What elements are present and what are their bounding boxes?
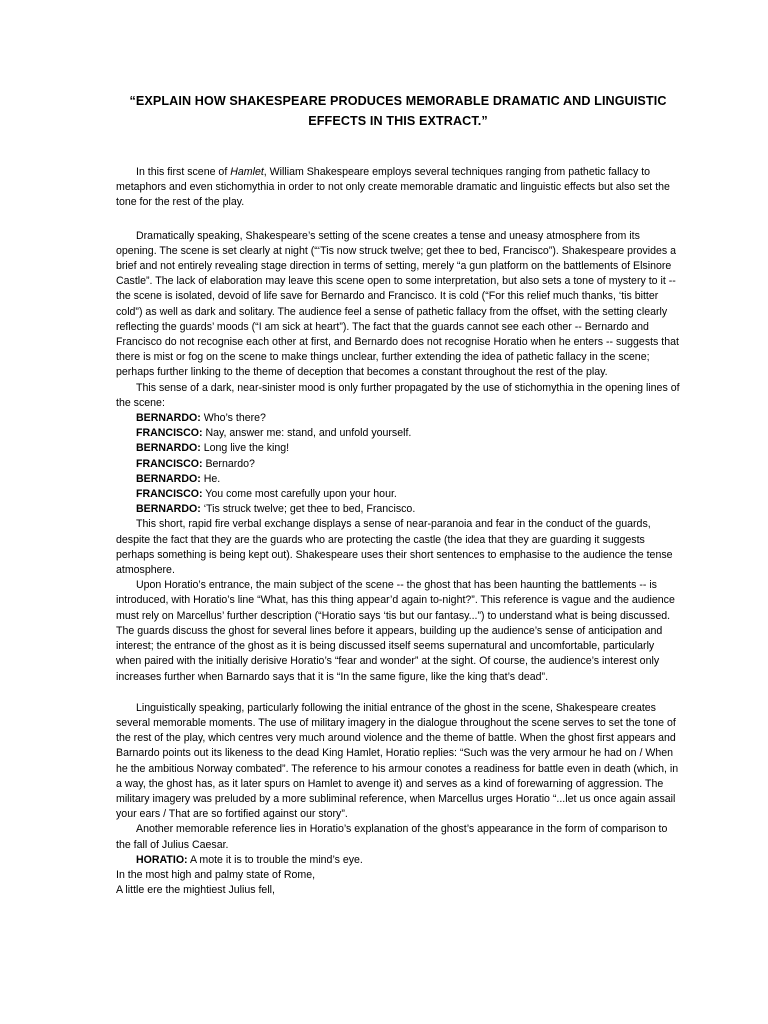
caesar-paragraph: Another memorable reference lies in Horatio’s explanation of the ghost’s appearance in the form of comparison to the fall of Julius Caesar. — [116, 823, 668, 851]
dialogue-line: BERNARDO: He. — [136, 472, 221, 485]
dialogue-line: FRANCISCO: Nay, answer me: stand, and unfold yourself. — [136, 427, 412, 440]
intro-text-after: , William Shakespeare employs several techniques ranging from pathetic fallacy to metaphors and even stichomythia in order to not only create memorable dramatic and linguistic effects but also set the tone for the rest of the play. — [116, 166, 670, 209]
intro-text-before: In this first scene of — [136, 166, 231, 178]
stichomythia-paragraph: This sense of a dark, near-sinister mood is only further propagated by the use of stichomythia in the opening lines of the scene: — [116, 381, 680, 409]
dialogue-line: FRANCISCO: Bernardo? — [136, 457, 255, 470]
quote-line-2: In the most high and palmy state of Rome, — [116, 868, 316, 881]
quote-line-3: A little ere the mightiest Julius fell, — [116, 884, 275, 897]
intro-paragraph — [116, 165, 680, 211]
dialogue-line: BERNARDO: ‘Tis struck twelve; get thee to bed, Francisco. — [136, 503, 416, 516]
title-line-2: EFFECTS IN THIS EXTRACT.” — [308, 113, 488, 128]
horatio-paragraph: Upon Horatio’s entrance, the main subject of the scene -- the ghost that has been haunting the battlements -- is introduced, with Horatio’s line “What, has this thing appear’d again to-night?”. This reference is vague and the audience must rely on Marcellus’ further description (“Horatio says ‘tis but our fantasy...”) to understand what is being discussed. The guards discuss the ghost for several lines before it appears, building up the audience’s sense of anticipation and interest; the entrance of the ghost as it is being discussed itself seems supernatural and uncomfortable, particularly when paired with the initially derisive Horatio’s “fear and wonder” at the sight. Of course, the audience’s interest only increases further when Barnardo says that it is “In the same figure, like the king that’s dead”. — [116, 579, 675, 683]
dialogue-line: FRANCISCO: You come most carefully upon your hour. — [136, 488, 397, 501]
linguistic-paragraph: Linguistically speaking, particularly following the initial entrance of the ghost in the scene, Shakespeare creates several memorable moments. The use of military imagery in the dialogue throughout the scene serves to set the tone of the rest of the play, which centres very much around violence and the theme of battle. When the ghost first appears and Barnardo points out its likeness to the dead King Hamlet, Horatio replies: “Such was the very armour he had on / When he the ambitious Norway combated”. The reference to his armour conotes a readiness for battle even in death (which, in a way, the ghost has, as it later spurs on Hamlet to avenge it) and serves as a kind of forewarning of aggression. The military imagery was preluded by a more subliminal reference, when Marcellus urges Horatio “...let us once again assail your ears / That are so fortified against our story”. — [116, 701, 679, 821]
dramatic-paragraph: Dramatically speaking, Shakespeare’s setting of the scene creates a tense and uneasy atmosphere from its opening. The scene is set clearly at night (“‘Tis now struck twelve; get thee to bed, Francisco”). Shakespeare provides a brief and not entirely revealing stage direction in terms of setting, merely “a gun platform on the battlements of Elsinore Castle”. The lack of elaboration may leave this scene open to some interpretation, but also sets a tone of mystery to it -- the scene is isolated, devoid of life save for Bernardo and Francisco. It is cold (“For this relief much thanks, ‘tis bitter cold”) as well as dark and solitary. The audience feel a sense of pathetic fallacy from the offset, with the setting clearly reflecting the guards’ moods (“I am sick at heart”). The fact that the guards cannot see each other -- Bernardo and Francisco do not recognise each other at first, and Bernardo does not recognise Horatio when he enters -- suggests that there is mist or fog on the scene to make things unclear, further extending the idea of pathetic fallacy in the scene; perhaps further linking to the theme of deception that becomes a constant throughout the rest of the play. — [116, 229, 679, 379]
horatio-quote — [116, 853, 680, 899]
quote-line-1: HORATIO: A mote it is to trouble the mind’s eye. — [136, 853, 363, 866]
exchange-paragraph: This short, rapid fire verbal exchange displays a sense of near-paranoia and fear in the conduct of the guards, despite the fact that they are the guards who are protecting the castle (the idea that they are guarding it suggests perhaps something is being kept out). Shakespeare uses their short sentences to emphasise to the audience the tense atmosphere. — [116, 518, 673, 577]
essay-title — [116, 92, 680, 131]
title-line-1: “EXPLAIN HOW SHAKESPEARE PRODUCES MEMORABLE DRAMATIC AND LINGUISTIC — [129, 94, 667, 108]
dialogue-line: BERNARDO: Who’s there? — [136, 412, 266, 425]
dialogue-block — [116, 411, 680, 517]
dialogue-line: BERNARDO: Long live the king! — [136, 442, 290, 455]
play-title: Hamlet — [230, 166, 264, 178]
